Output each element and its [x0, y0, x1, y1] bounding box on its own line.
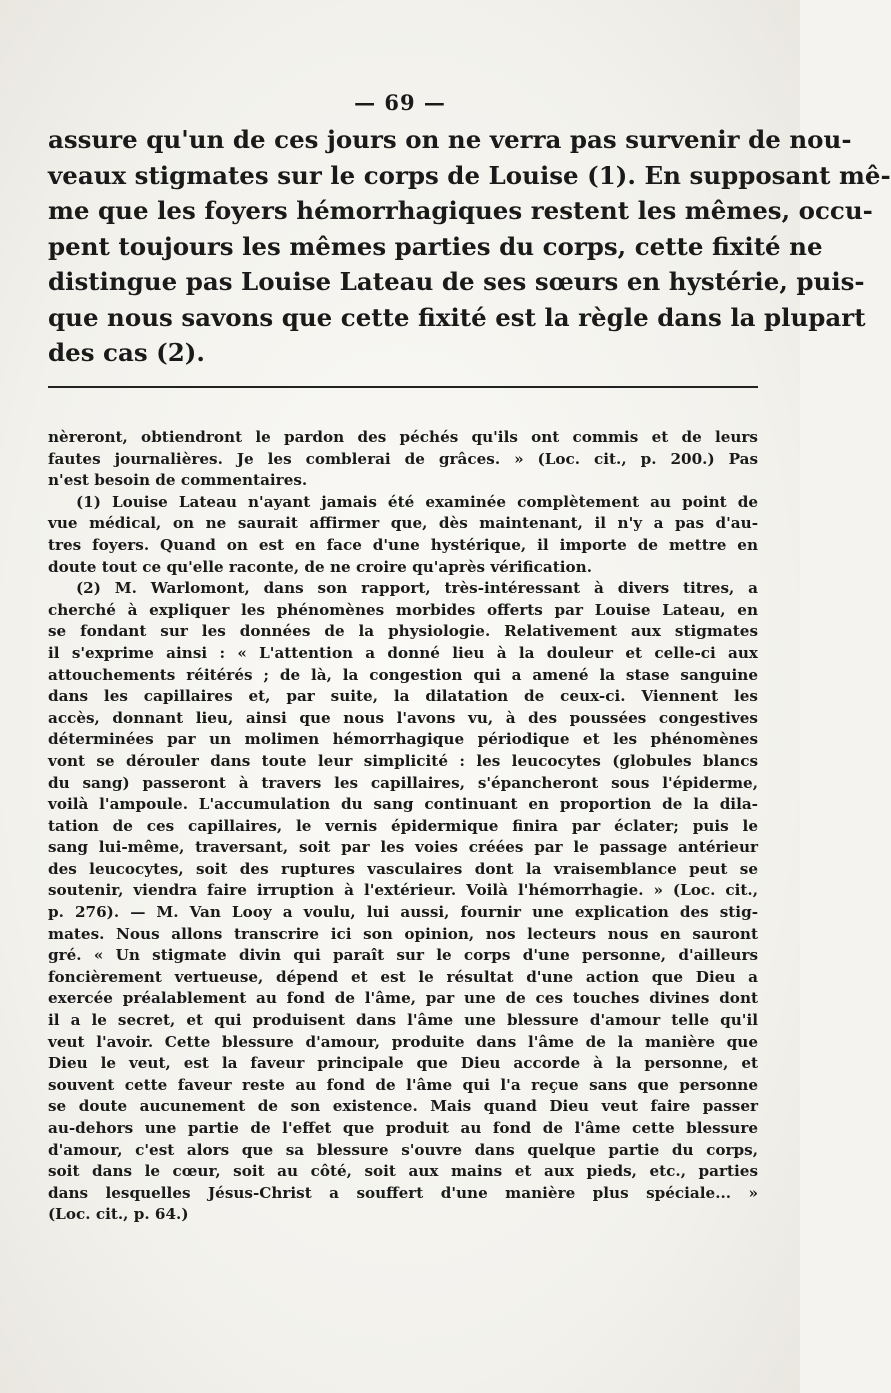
footnote-line: p. 276). — M. Van Looy a voulu, lui aussi, fournir une explication des stig-: [48, 903, 758, 922]
footnote-line: dans les capillaires et, par suite, la dilatation de ceux-ci. Viennent les: [48, 687, 758, 706]
footnote-line: n'est besoin de commentaires.: [48, 471, 308, 490]
main-text-line: assure qu'un de ces jours on ne verra pas survenir de nou-: [48, 125, 852, 154]
footnotes: [48, 427, 758, 1226]
footnote-line: vue médical, on ne saurait affirmer que, dès maintenant, il n'y a pas d'au-: [48, 514, 758, 533]
footnote-line: du sang) passeront à travers les capillaires, s'épancheront sous l'épiderme,: [48, 773, 758, 792]
footnote-line: d'amour, c'est alors que sa blessure s'ouvre dans quelque partie du corps,: [48, 1140, 758, 1159]
footnote-line: fautes journalières. Je les comblerai de grâces. » (Loc. cit., p. 200.) Pas: [48, 449, 758, 468]
footnote-line: tres foyers. Quand on est en face d'une hystérique, il importe de mettre en: [48, 535, 758, 554]
footnote-line: tation de ces capillaires, le vernis épidermique finira par éclater; puis le: [48, 816, 758, 835]
main-text-line: distingue pas Louise Lateau de ses sœurs en hystérie, puis-: [48, 267, 865, 296]
footnote-line: se fondant sur les données de la physiologie. Relativement aux stigmates: [48, 622, 758, 641]
main-text-line: que nous savons que cette fixité est la règle dans la plupart: [48, 302, 866, 332]
footnote-line: au-dehors une partie de l'effet que produit au fond de l'âme cette blessure: [48, 1119, 758, 1137]
footnote-line: dans lesquelles Jésus-Christ a souffert d'une manière plus spéciale... »: [48, 1183, 758, 1202]
footnote-line: il a le secret, et qui produisent dans l'âme une blessure d'amour telle qu'il: [48, 1011, 758, 1030]
main-text-line: pent toujours les mêmes parties du corps, cette fixité ne: [48, 231, 823, 261]
footnote-line: il s'exprime ainsi : « L'attention a donné lieu à la douleur et celle-ci aux: [48, 643, 758, 662]
footnote-line: sang lui-même, traversant, soit par les voies créées par le passage antérieur: [48, 838, 758, 857]
footnote-line: accès, donnant lieu, ainsi que nous l'avons vu, à des poussées congestives: [48, 708, 758, 727]
footnote-line: se doute aucunement de son existence. Mais quand Dieu veut faire passer: [48, 1097, 758, 1116]
footnote-line: attouchements réitérés ; de là, la congestion qui a amené la stase sanguine: [48, 665, 758, 684]
footnote-line: Dieu le veut, est la faveur principale que Dieu accorde à la personne, et: [48, 1054, 758, 1073]
footnote-line: exercée préalablement au fond de l'âme, par une de ces touches divines dont: [48, 989, 758, 1008]
footnote-line: veut l'avoir. Cette blessure d'amour, produite dans l'âme de la manière que: [48, 1032, 758, 1051]
main-text-line: veaux stigmates sur le corps de Louise (1). En supposant mê-: [48, 160, 891, 190]
main-text: [48, 122, 891, 371]
footnote-line: vont se dérouler dans toute leur simplicité : les leucocytes (globules blancs: [48, 751, 758, 770]
footnote-line: nèreront, obtiendront le pardon des péchés qu'ils ont commis et de leurs: [48, 428, 758, 446]
footnote-line: déterminées par un molimen hémorrhagique périodique et les phénomènes: [48, 730, 758, 749]
footnote-line: cherché à expliquer les phénomènes morbides offerts par Louise Lateau, en: [48, 600, 758, 619]
main-text-line: me que les foyers hémorrhagiques restent les mêmes, occu-: [48, 196, 873, 225]
footnote-line: des leucocytes, soit des ruptures vasculaires dont la vraisemblance peut se: [48, 859, 758, 878]
footnote-line: soutenir, viendra faire irruption à l'extérieur. Voilà l'hémorrhagie. » (Loc. cit.,: [48, 881, 758, 900]
footnote-line: doute tout ce qu'elle raconte, de ne croire qu'après vérification.: [48, 557, 592, 576]
footnote-line: gré. « Un stigmate divin qui paraît sur le corps d'une personne, d'ailleurs: [48, 946, 758, 965]
footnote-line: (1) Louise Lateau n'ayant jamais été examinée complètement au point de: [76, 492, 758, 511]
footnote-line: soit dans le cœur, soit au côté, soit aux mains et aux pieds, etc., parties: [48, 1162, 758, 1181]
main-text-line: des cas (2).: [48, 338, 205, 367]
footnote-line: mates. Nous allons transcrire ici son opinion, nos lecteurs nous en sauront: [48, 924, 758, 943]
footnote-line: voilà l'ampoule. L'accumulation du sang continuant en proportion de la dila-: [48, 795, 758, 814]
footnote-line: souvent cette faveur reste au fond de l'âme qui l'a reçue sans que personne: [48, 1075, 758, 1094]
footnote-line: (2) M. Warlomont, dans son rapport, très-intéressant à divers titres, a: [76, 579, 758, 598]
footnote-line: foncièrement vertueuse, dépend et est le résultat d'une action que Dieu a: [48, 967, 758, 986]
footnote-line: (Loc. cit., p. 64.): [48, 1205, 189, 1224]
page-number: — 69 —: [354, 90, 446, 115]
footnote-separator: [48, 386, 758, 388]
